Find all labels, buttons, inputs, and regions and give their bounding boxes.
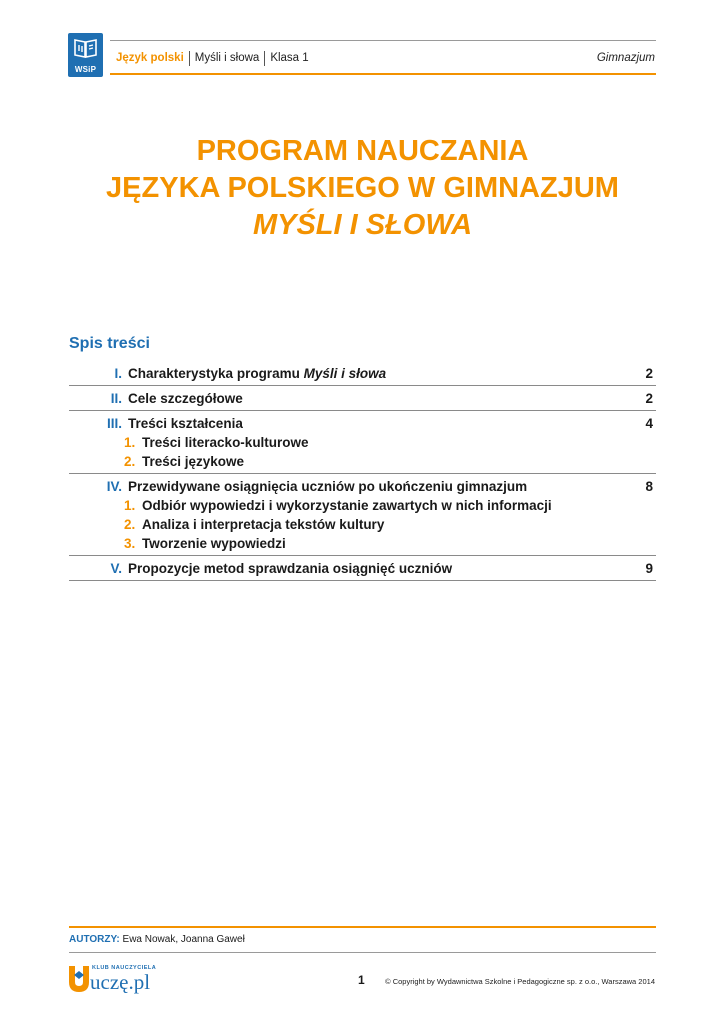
header-series: Myśli i słowa <box>194 52 260 64</box>
footer-divider-grey <box>69 952 656 953</box>
toc-subentry[interactable] <box>69 534 656 553</box>
toc-subentry[interactable] <box>69 515 656 534</box>
header-separator <box>264 51 265 66</box>
footer-divider-orange <box>69 926 656 928</box>
toc-entry-label: Cele szczegółowe <box>128 391 243 406</box>
toc-subentry-number: 2. <box>124 517 136 532</box>
toc-entry-label: Treści kształcenia <box>128 416 243 431</box>
toc-entry[interactable] <box>69 386 656 411</box>
toc-entry-page: 2 <box>645 391 653 406</box>
header-divider-top <box>110 40 656 41</box>
title-line-2: JĘZYKA POLSKIEGO W GIMNAZJUM <box>106 172 619 204</box>
header-separator <box>189 51 190 66</box>
copyright-notice: © Copyright by Wydawnictwa Szkolne i Pedagogiczne sp. z o.o., Warszawa 2014 <box>385 977 655 986</box>
toc-subentry[interactable] <box>69 433 656 452</box>
toc-entry-page: 2 <box>645 366 653 381</box>
toc-subentry-number: 1. <box>124 498 136 513</box>
toc-subentry-label: Treści literacko-kulturowe <box>142 435 309 450</box>
toc-heading: Spis treści <box>69 335 150 352</box>
document-title <box>0 133 725 244</box>
toc-entry-number: III. <box>106 416 122 431</box>
toc-entry[interactable] <box>69 556 656 581</box>
book-icon <box>73 37 98 59</box>
toc-entry-label: Charakterystyka programu Myśli i słowa <box>128 366 387 381</box>
header-divider-orange <box>110 73 656 75</box>
toc-entry-page: 8 <box>645 479 653 494</box>
toc-entry-label: Przewidywane osiągnięcia uczniów po ukończeniu gimnazjum <box>128 479 528 494</box>
toc-subentry-number: 3. <box>124 536 136 551</box>
toc-entry[interactable] <box>69 411 656 474</box>
header-class: Klasa 1 <box>270 52 309 64</box>
title-line-1: PROGRAM NAUCZANIA <box>196 135 529 167</box>
authors-line <box>69 934 245 945</box>
toc-subentry-label: Odbiór wypowiedzi i wykorzystanie zawartych w nich informacji <box>142 498 552 513</box>
page-number: 1 <box>358 973 365 987</box>
toc-entry-number: II. <box>110 391 122 406</box>
page-header <box>116 50 655 66</box>
toc-entry-number: V. <box>110 561 122 576</box>
toc-entry-page: 4 <box>645 416 653 431</box>
toc-entry-label: Propozycje metod sprawdzania osiągnięć uczniów <box>128 561 453 576</box>
wsip-logo <box>68 33 103 77</box>
toc-entry-page: 9 <box>645 561 653 576</box>
table-of-contents <box>69 361 656 581</box>
header-subject: Język polski <box>116 52 184 64</box>
authors-names: Ewa Nowak, Joanna Gaweł <box>122 934 245 945</box>
toc-subentry-label: Tworzenie wypowiedzi <box>142 536 286 551</box>
logo-text: WSiP <box>74 65 97 74</box>
toc-entry-number: I. <box>114 366 122 381</box>
toc-subentry-label: Treści językowe <box>142 454 245 469</box>
club-small-label: KLUB NAUCZYCIELA <box>92 965 157 971</box>
header-school: Gimnazjum <box>596 52 655 64</box>
toc-subentry-label: Analiza i interpretacja tekstów kultury <box>142 517 385 532</box>
toc-subentry-number: 2. <box>124 454 136 469</box>
club-name: uczę.pl <box>90 970 151 994</box>
authors-label: AUTORZY: <box>69 934 120 945</box>
toc-subentry[interactable] <box>69 496 656 515</box>
toc-entry-number: IV. <box>106 479 122 494</box>
toc-entry[interactable] <box>69 474 656 556</box>
toc-subentry[interactable] <box>69 452 656 471</box>
title-line-3: MYŚLI I SŁOWA <box>252 209 473 241</box>
toc-entry[interactable] <box>69 361 656 386</box>
toc-subentry-number: 1. <box>124 435 136 450</box>
